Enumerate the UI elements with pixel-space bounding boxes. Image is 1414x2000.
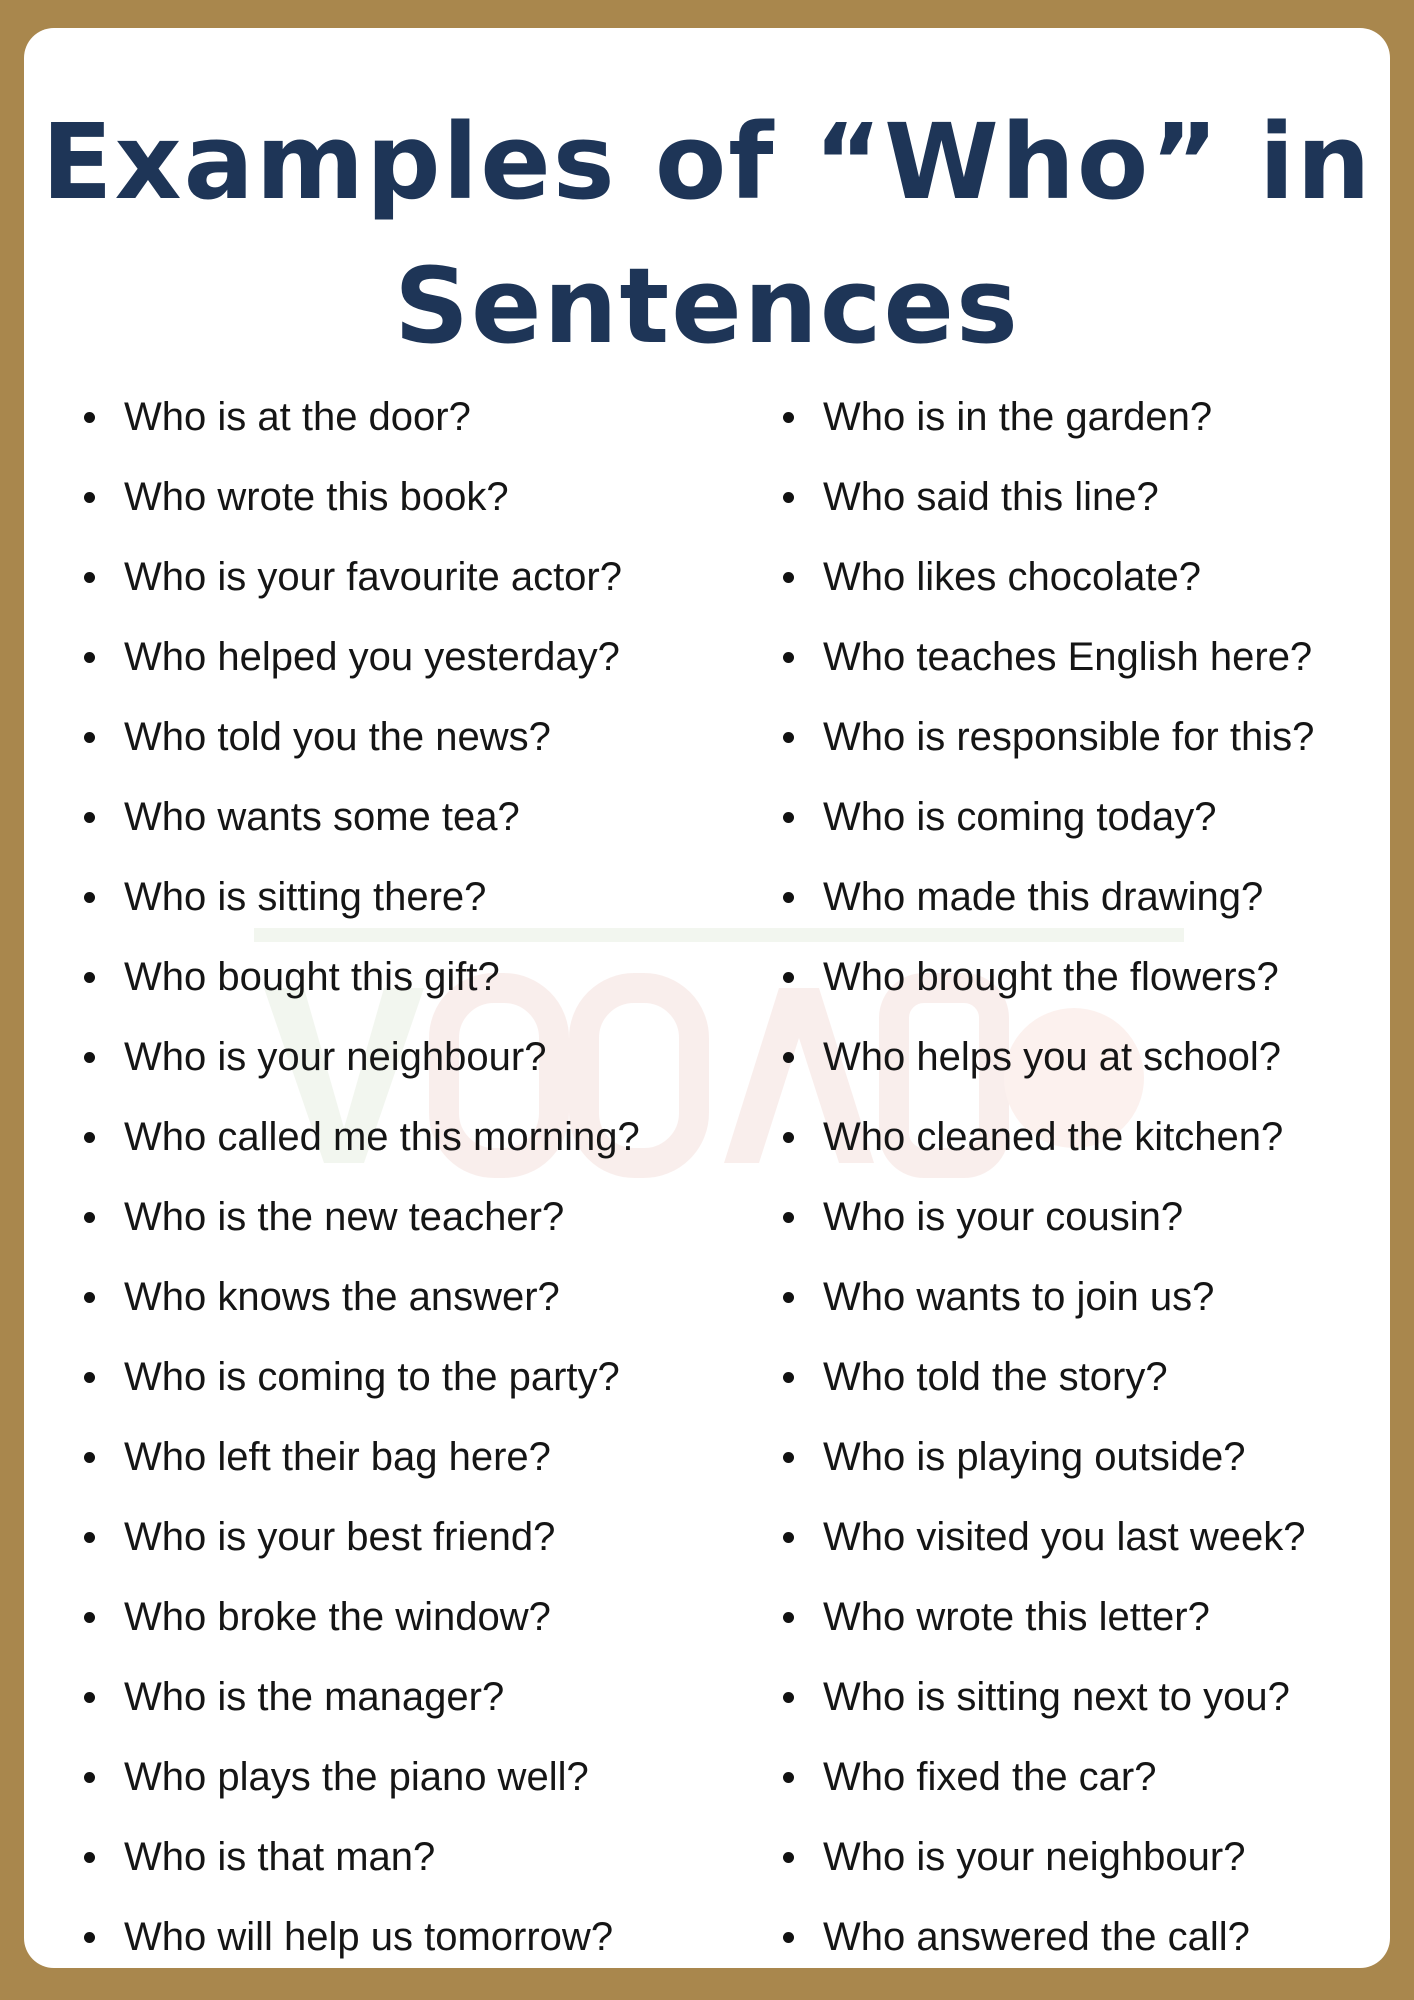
bullet-icon: [84, 1692, 95, 1703]
bullet-icon: [84, 812, 95, 823]
bullet-icon: [783, 1132, 794, 1143]
list-item: [759, 1508, 1314, 1588]
bullet-icon: [783, 812, 794, 823]
list-item: [60, 1508, 640, 1588]
list-item: [60, 1188, 640, 1268]
list-item: [759, 1108, 1314, 1188]
bullet-icon: [783, 1692, 794, 1703]
list-item-text: Who is at the door?: [124, 395, 471, 439]
list-item-text: Who is the manager?: [124, 1675, 505, 1719]
list-item: [759, 1268, 1314, 1348]
bullet-icon: [84, 652, 95, 663]
list-item: [759, 788, 1314, 868]
bullet-icon: [84, 972, 95, 983]
bullet-icon: [84, 1372, 95, 1383]
list-item: [759, 1668, 1314, 1748]
list-item-text: Who broke the window?: [124, 1595, 551, 1639]
list-item-text: Who helped you yesterday?: [124, 635, 620, 679]
list-item-text: Who is playing outside?: [823, 1435, 1246, 1479]
right-sentence-list: [759, 388, 1314, 1968]
list-item: [60, 1268, 640, 1348]
list-item-text: Who plays the piano well?: [124, 1755, 589, 1799]
list-item: [759, 708, 1314, 788]
list-item-text: Who told the story?: [823, 1355, 1168, 1399]
bullet-icon: [783, 572, 794, 583]
bullet-icon: [783, 1772, 794, 1783]
list-item: [759, 1828, 1314, 1908]
bullet-icon: [84, 1052, 95, 1063]
bullet-icon: [84, 492, 95, 503]
bullet-icon: [84, 1212, 95, 1223]
bullet-icon: [84, 1452, 95, 1463]
bullet-icon: [84, 412, 95, 423]
bullet-icon: [783, 412, 794, 423]
list-item-text: Who visited you last week?: [823, 1515, 1306, 1559]
list-item: [60, 868, 640, 948]
list-item: [60, 1828, 640, 1908]
list-item: [759, 388, 1314, 468]
list-item: [60, 1668, 640, 1748]
list-item-text: Who is responsible for this?: [823, 715, 1315, 759]
list-item-text: Who is sitting next to you?: [823, 1675, 1290, 1719]
list-item-text: Who wrote this book?: [124, 475, 509, 519]
bullet-icon: [783, 1452, 794, 1463]
list-item: [60, 1588, 640, 1668]
bullet-icon: [783, 1532, 794, 1543]
list-item-text: Who is your favourite actor?: [124, 555, 622, 599]
list-item-text: Who is the new teacher?: [124, 1195, 565, 1239]
list-item: [60, 468, 640, 548]
bullet-icon: [84, 1932, 95, 1943]
list-item: [759, 1428, 1314, 1508]
list-item: [759, 628, 1314, 708]
list-item: [759, 1588, 1314, 1668]
list-item-text: Who will help us tomorrow?: [124, 1915, 614, 1959]
bullet-icon: [783, 732, 794, 743]
bullet-icon: [84, 1532, 95, 1543]
list-item-text: Who is coming today?: [823, 795, 1217, 839]
list-item-text: Who helps you at school?: [823, 1035, 1282, 1079]
list-item: [60, 1748, 640, 1828]
list-item: [759, 548, 1314, 628]
list-item: [759, 468, 1314, 548]
list-item-text: Who called me this morning?: [124, 1115, 640, 1159]
bullet-icon: [783, 492, 794, 503]
list-item-text: Who told you the news?: [124, 715, 551, 759]
bullet-icon: [84, 572, 95, 583]
list-item: [759, 1188, 1314, 1268]
list-item-text: Who bought this gift?: [124, 955, 500, 999]
bullet-icon: [783, 652, 794, 663]
list-item-text: Who wants some tea?: [124, 795, 520, 839]
list-item-text: Who is your cousin?: [823, 1195, 1184, 1239]
bullet-icon: [783, 1612, 794, 1623]
list-item-text: Who wrote this letter?: [823, 1595, 1210, 1639]
bullet-icon: [783, 1852, 794, 1863]
list-item-text: Who is sitting there?: [124, 875, 487, 919]
list-item: [60, 1908, 640, 1968]
list-item-text: Who brought the flowers?: [823, 955, 1279, 999]
list-item-text: Who is that man?: [124, 1835, 436, 1879]
bullet-icon: [783, 1212, 794, 1223]
list-item: [759, 1348, 1314, 1428]
bullet-icon: [84, 1772, 95, 1783]
list-item-text: Who knows the answer?: [124, 1275, 560, 1319]
bullet-icon: [783, 1372, 794, 1383]
bullet-icon: [783, 1292, 794, 1303]
list-item-text: Who teaches English here?: [823, 635, 1313, 679]
list-item-text: Who is your neighbour?: [124, 1035, 547, 1079]
list-item-text: Who is your neighbour?: [823, 1835, 1246, 1879]
list-item-text: Who is coming to the party?: [124, 1355, 620, 1399]
list-item: [60, 1108, 640, 1188]
list-item: [60, 788, 640, 868]
bullet-icon: [84, 732, 95, 743]
bullet-icon: [783, 1052, 794, 1063]
bullet-icon: [84, 1852, 95, 1863]
list-item: [60, 1028, 640, 1108]
bullet-icon: [84, 892, 95, 903]
list-item: [60, 708, 640, 788]
bullet-icon: [783, 892, 794, 903]
bullet-icon: [783, 1932, 794, 1943]
bullet-icon: [84, 1292, 95, 1303]
list-item: [759, 1028, 1314, 1108]
list-item-text: Who answered the call?: [823, 1915, 1250, 1959]
list-item: [60, 548, 640, 628]
list-item-text: Who is your best friend?: [124, 1515, 556, 1559]
list-item-text: Who is in the garden?: [823, 395, 1213, 439]
content-card: [24, 28, 1390, 1968]
list-item: [60, 388, 640, 468]
list-item-text: Who said this line?: [823, 475, 1159, 519]
list-item-text: Who likes chocolate?: [823, 555, 1201, 599]
list-item: [759, 1908, 1314, 1968]
page-title-line-2: Sentences: [394, 245, 1020, 367]
list-item-text: Who left their bag here?: [124, 1435, 551, 1479]
page-title-line-1: Examples of “Who” in: [41, 101, 1373, 223]
list-item: [60, 1348, 640, 1428]
left-sentence-list: [60, 388, 640, 1968]
list-item: [759, 868, 1314, 948]
bullet-icon: [84, 1612, 95, 1623]
bullet-icon: [783, 972, 794, 983]
page-title: [24, 90, 1390, 378]
list-item-text: Who cleaned the kitchen?: [823, 1115, 1284, 1159]
list-item: [60, 1428, 640, 1508]
list-item: [60, 948, 640, 1028]
list-item: [759, 1748, 1314, 1828]
list-item: [759, 948, 1314, 1028]
list-item-text: Who fixed the car?: [823, 1755, 1157, 1799]
list-item-text: Who made this drawing?: [823, 875, 1264, 919]
list-item-text: Who wants to join us?: [823, 1275, 1215, 1319]
bullet-icon: [84, 1132, 95, 1143]
list-item: [60, 628, 640, 708]
